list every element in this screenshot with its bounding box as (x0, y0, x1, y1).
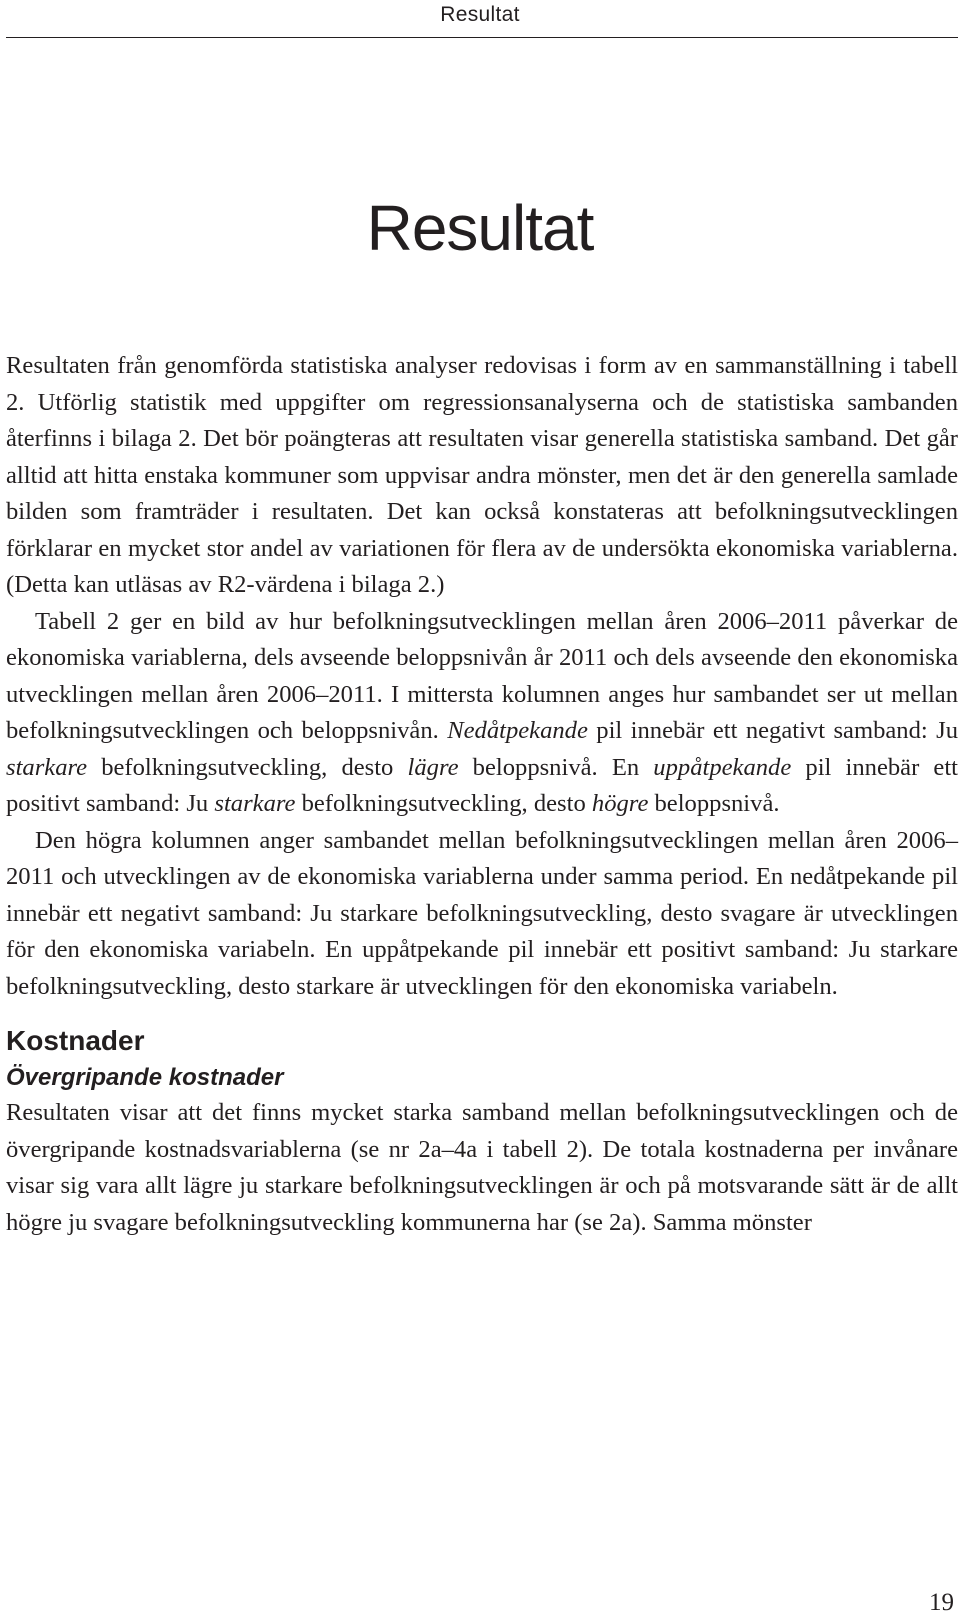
italic-term: uppåtpekande (653, 753, 792, 781)
text-run: befolkningsutveckling, desto (87, 753, 408, 781)
section-heading: Kostnader (6, 1025, 145, 1056)
text-run: beloppsnivå. En (458, 753, 654, 781)
body-text (6, 348, 958, 1241)
text-run: pil innebär ett negativt samband: Ju (587, 717, 958, 744)
text-run: pil innebär ett positivt samband: Ju (6, 753, 958, 817)
running-head: Resultat (440, 3, 520, 26)
text-run: Tabell 2 ger en bild av hur befolkningsutvecklingen mellan åren 2006–2011 påverkar de ekonomiska variablerna, dels avseende beloppsnivån år 2011 och dels avseende den ekonomiska utvecklingen mellan åren 2006–2011. I mittersta kolumnen anges hur sambandet ser ut mellan befolkningsutvecklingen och beloppsnivån. (6, 607, 958, 744)
text-run: befolkningsutveckling, desto (295, 790, 592, 817)
chapter-title: Resultat (366, 192, 594, 264)
header-rule (6, 37, 958, 38)
paragraph-table-explanation (6, 604, 958, 823)
italic-term: lägre (407, 753, 459, 781)
text-run: beloppsnivå. (648, 790, 780, 817)
italic-term: Nedåtpekande (447, 717, 588, 744)
paragraph-right-column: Den högra kolumnen anger sambandet mellan befolkningsutvecklingen mellan åren 2006–2011 och utvecklingen av de ekonomiska variablerna under samma period. En nedåtpekande pil innebär ett negativt samband: Ju starkare befolkningsutveckling, desto svagare är utvecklingen för den ekonomiska variabeln. En uppåtpekande pil innebär ett positivt samband: Ju starkare befolkningsutveckling, desto starkare är utvecklingen för den ekonomiska variabeln. (6, 826, 958, 1000)
subsection-heading: Övergripande kostnader (6, 1064, 284, 1091)
page-number: 19 (929, 1589, 954, 1616)
paragraph-intro: Resultaten från genomförda statistiska analyser redovisas i form av en sammanställning i tabell 2. Utförlig statistik med uppgifter om regressionsanalyserna och de statistiska sambanden återfinns i bilaga 2. Det bör poängteras att resultaten visar generella statistiska samband. Det går alltid att hitta enstaka kommuner som uppvisar andra mönster, men det är den generella samlade bilden som framträder i resultaten. Det kan också konstateras att befolkningsutvecklingen förklarar en mycket stor andel av variationen för flera av de undersökta ekonomiska variablerna. (Detta kan utläsas av R2-värdena i bilaga 2.) (6, 352, 958, 598)
italic-term: starkare (6, 753, 88, 781)
italic-term: högre (591, 790, 649, 817)
paragraph-costs: Resultaten visar att det finns mycket starka samband mellan befolkningsutvecklingen och de övergripande kostnadsvariablerna (se nr 2a–4a i tabell 2). De totala kostnaderna per invånare visar sig vara allt lägre ju starkare befolkningsutvecklingen är och på motsvarande sätt är de allt högre ju svagare befolkningsutveckling kommunerna har (se 2a). Samma mönster (6, 1099, 958, 1236)
italic-term: starkare (214, 790, 296, 817)
